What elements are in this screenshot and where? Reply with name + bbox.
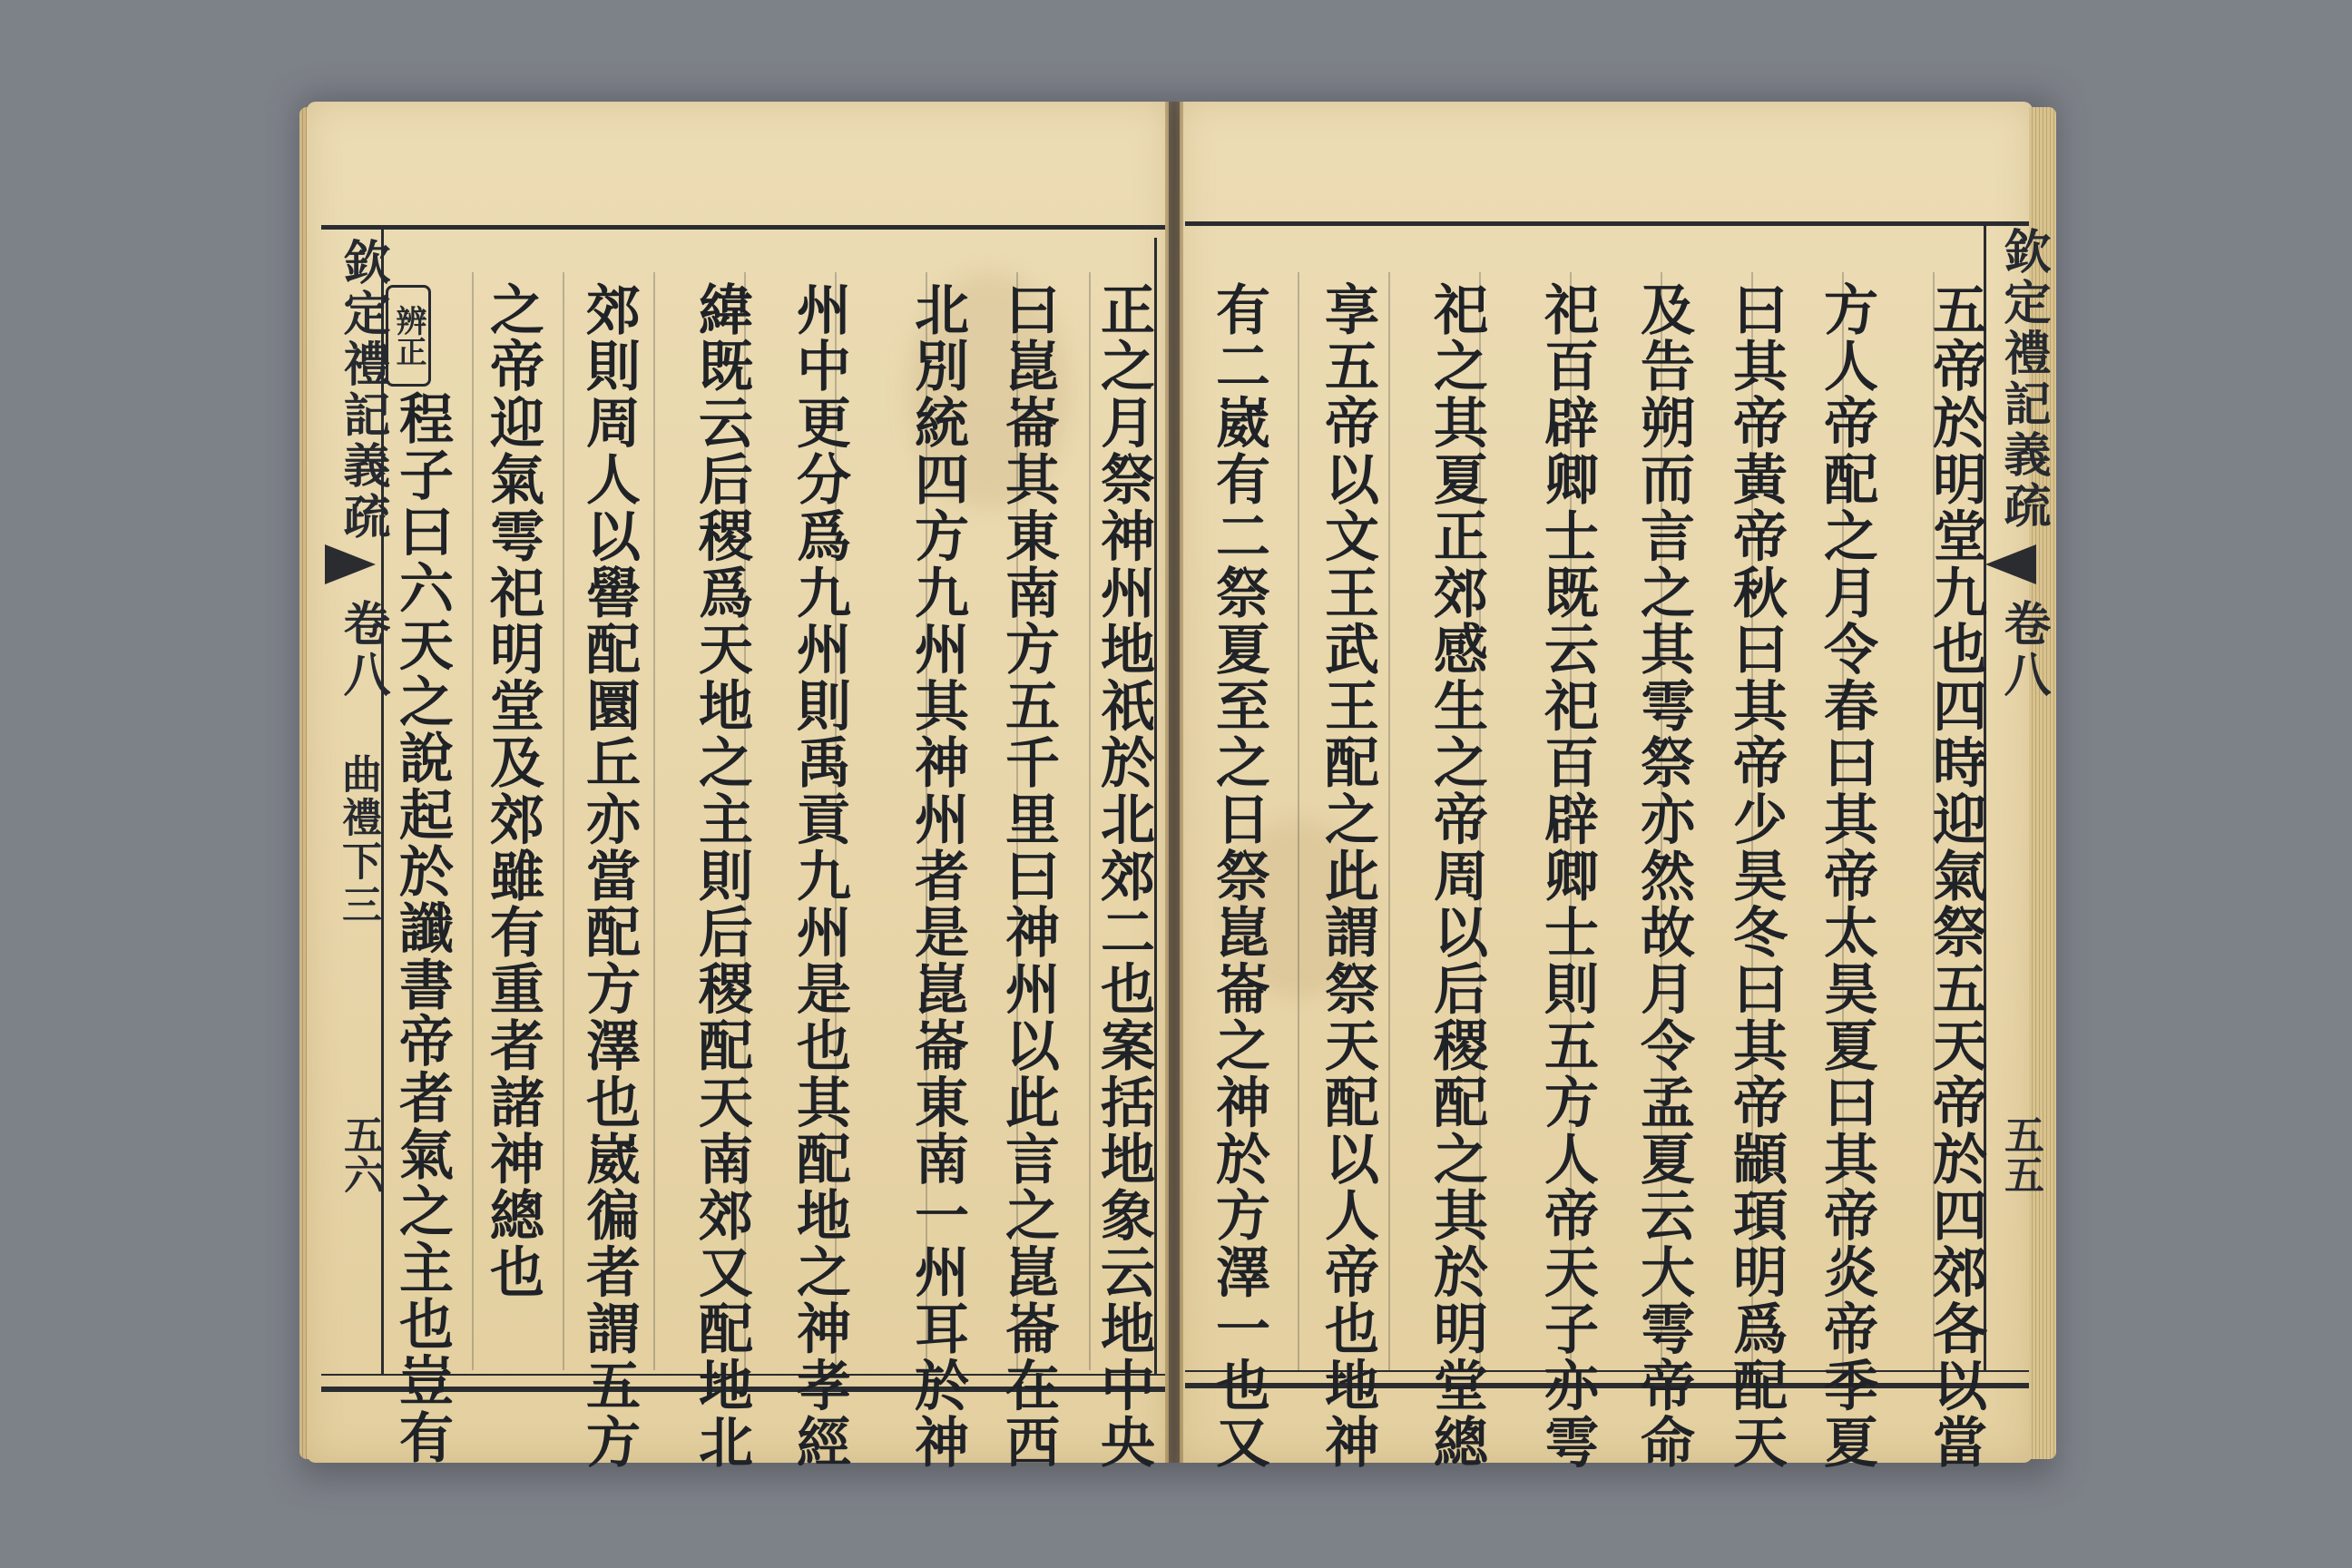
text-column: 五帝於明堂九也四時迎氣祭五天帝於四郊各以當 (1924, 281, 1987, 1471)
right-top-rule (1185, 221, 2029, 226)
right-bottom-rule-thin (1185, 1370, 2029, 1372)
text-column: 程子曰六天之說起於讖書帝者氣之主也豈有 (390, 390, 454, 1466)
text-column: 緯既云后稷爲天地之主則后稷配天南郊又配地北 (690, 281, 753, 1471)
left-margin-title: 欽定禮記義疏 (335, 238, 390, 543)
column-divider (1388, 272, 1390, 1370)
right-folio: 五五 (1997, 1114, 2043, 1194)
left-volume: 卷八 (335, 599, 390, 701)
right-volume: 卷八 (1995, 599, 2051, 701)
text-column: 北別統四方九州其神州者是崑崙東南一州耳於神 (906, 281, 969, 1471)
column-divider (472, 272, 474, 1370)
text-column: 正之月祭神州地祇於北郊二也案括地象云地中央 (1092, 281, 1155, 1471)
text-column: 之帝迎氣雩祀明堂及郊雖有重者諸神總也 (481, 281, 544, 1301)
column-divider (563, 272, 564, 1370)
left-top-rule (321, 225, 1165, 230)
text-column: 州中更分爲九州則禹貢九州是也其配地之神孝經 (788, 281, 851, 1471)
column-divider (1089, 272, 1091, 1370)
text-column: 祀百辟卿士既云祀百辟卿士則五方人帝天子亦雩 (1535, 281, 1599, 1471)
left-folio: 五六 (337, 1114, 383, 1194)
right-page (1180, 102, 2033, 1463)
text-column: 方人帝配之月令春曰其帝太昊夏曰其帝炎帝季夏 (1815, 281, 1878, 1471)
text-column: 有二崴有二祭夏至之日祭崑崙之神於方澤一也又 (1207, 281, 1270, 1471)
bianzheng-badge: 辨正 (386, 285, 431, 387)
right-margin-title: 欽定禮記義疏 (1995, 227, 2051, 532)
text-column: 曰其帝黃帝秋曰其帝少昊冬曰其帝顓頊明爲配天 (1724, 281, 1788, 1471)
right-bottom-rule (1185, 1383, 2029, 1388)
book-gutter (1165, 102, 1183, 1463)
fish-tail-mark (325, 544, 376, 584)
text-column: 及告朔而言之其雩祭亦然故月令孟夏云大雩帝命 (1632, 281, 1695, 1471)
text-column: 曰崑崙其東南方五千里曰神州以此言之崑崙在西 (996, 281, 1060, 1471)
left-chapter: 曲禮下三 (335, 753, 381, 927)
text-column: 祀之其夏正郊感生之帝周以后稷配之其於明堂總 (1425, 281, 1488, 1471)
column-divider (653, 272, 655, 1370)
column-divider (1298, 272, 1299, 1370)
fish-tail-mark (1985, 544, 2036, 584)
text-column: 郊則周人以嚳配圜丘亦當配方澤也崴徧者謂五方 (577, 281, 641, 1471)
text-column: 享五帝以文王武王配之此謂祭天配以人帝也地神 (1316, 281, 1379, 1471)
